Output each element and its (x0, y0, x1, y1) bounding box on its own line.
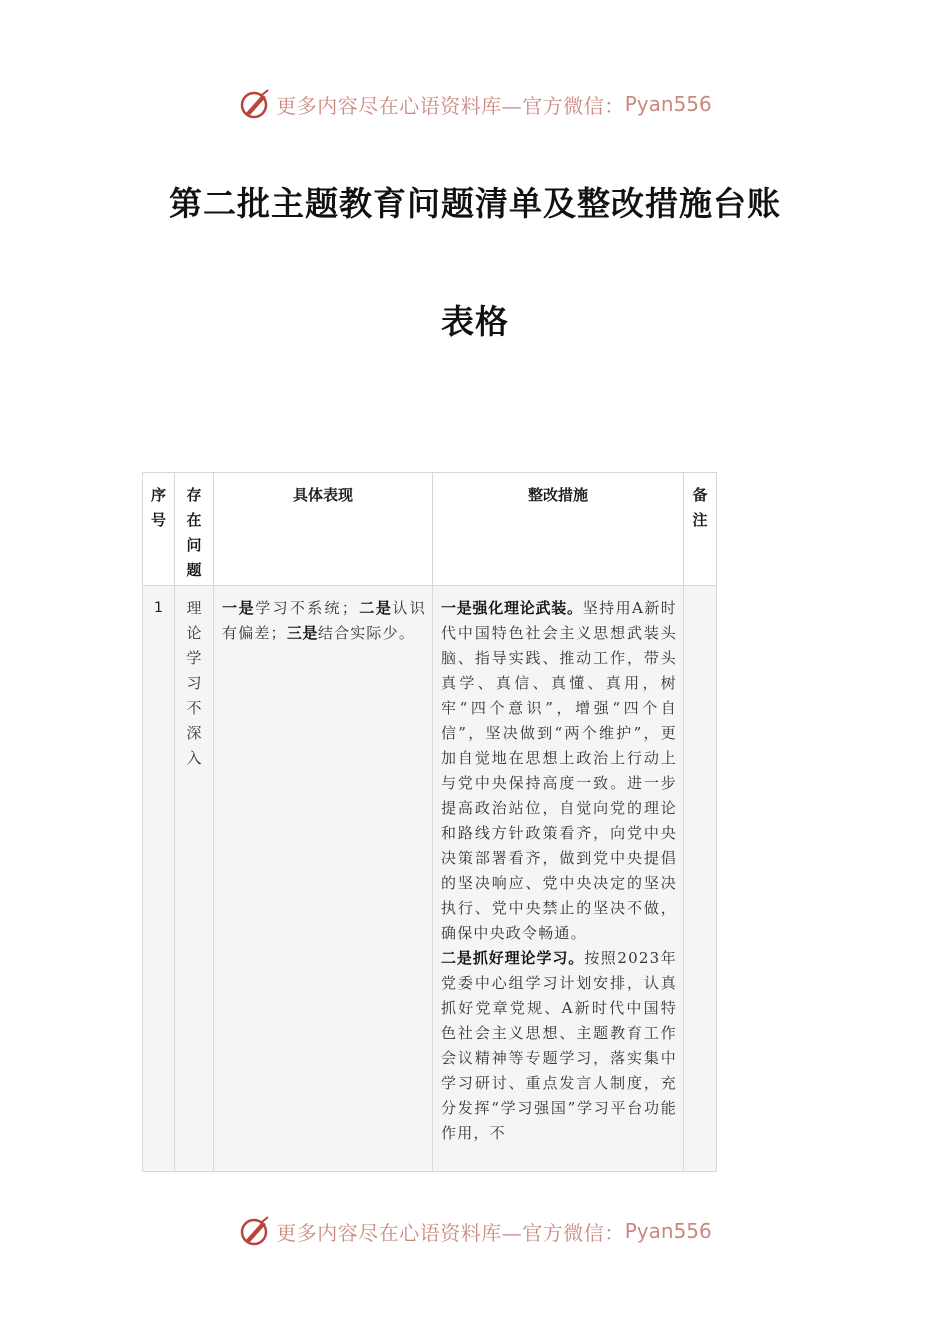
body-text: 学习不系统； (255, 599, 359, 617)
banner-text: 更多内容尽在心语资料库—官方微信： (276, 1220, 625, 1245)
pen-logo-icon (238, 1214, 272, 1248)
bold-lead: 二是抓好理论学习。 (441, 949, 585, 967)
cell-remark (684, 586, 716, 596)
cell-detail (214, 586, 432, 646)
header-detail: 具体表现 (292, 486, 353, 504)
document-title-line2: 表格 (441, 302, 509, 341)
watermark-banner-top (0, 84, 950, 124)
table-row (143, 586, 717, 1172)
body-text: 坚持用A新时代中国特色社会主义思想武装头脑、指导实践、推动工作，带头真学、真信、真懂、真用，树牢“四个意识”，增强“四个自信”，坚决做到“两个维护”，更加自觉地在思想上政治上行动上与党中央保持高度一致。进一步提高政治站位，自觉向党的理论和路线方针政策看齐，向党中央决策部署看齐，做到党中央提倡的坚决响应、党中央决定的坚决执行、党中央禁止的坚决不做，确保中央政令畅通。 (441, 599, 677, 942)
body-text: 认识有偏差； (222, 599, 426, 642)
rectification-table (142, 472, 717, 1172)
table-header-row (143, 473, 717, 586)
header-problem: 存在问题 (186, 486, 202, 579)
banner-text: 更多内容尽在心语资料库—官方微信： (276, 93, 625, 118)
banner-wechat-id: Pyan556 (624, 92, 712, 116)
header-remark: 备注 (692, 486, 708, 529)
pen-logo-icon (238, 87, 272, 121)
bold-lead: 一是强化理论武装。 (441, 599, 583, 617)
cell-measures-para2 (433, 946, 683, 1146)
header-seq: 序号 (150, 486, 166, 529)
banner-wechat-id: Pyan556 (624, 1219, 712, 1243)
bold-lead: 一是 (222, 599, 256, 617)
bold-lead: 二是 (358, 599, 393, 617)
cell-measures-para1 (433, 586, 683, 946)
body-text: 结合实际少。 (317, 624, 416, 642)
bold-lead: 三是 (286, 624, 318, 642)
cell-problem: 理论学习不深入 (186, 599, 202, 767)
header-measures: 整改措施 (527, 486, 588, 504)
cell-seq: 1 (154, 600, 163, 616)
watermark-banner-bottom (0, 1211, 950, 1251)
body-text: 按照2023年党委中心组学习计划安排，认真抓好党章党规、A新时代中国特色社会主义思想、主题教育工作会议精神等专题学习，落实集中学习研讨、重点发言人制度，充分发挥“学习强国”学习平台功能作用，不 (441, 949, 677, 1142)
document-title-line1: 第二批主题教育问题清单及整改措施台账 (169, 184, 781, 223)
